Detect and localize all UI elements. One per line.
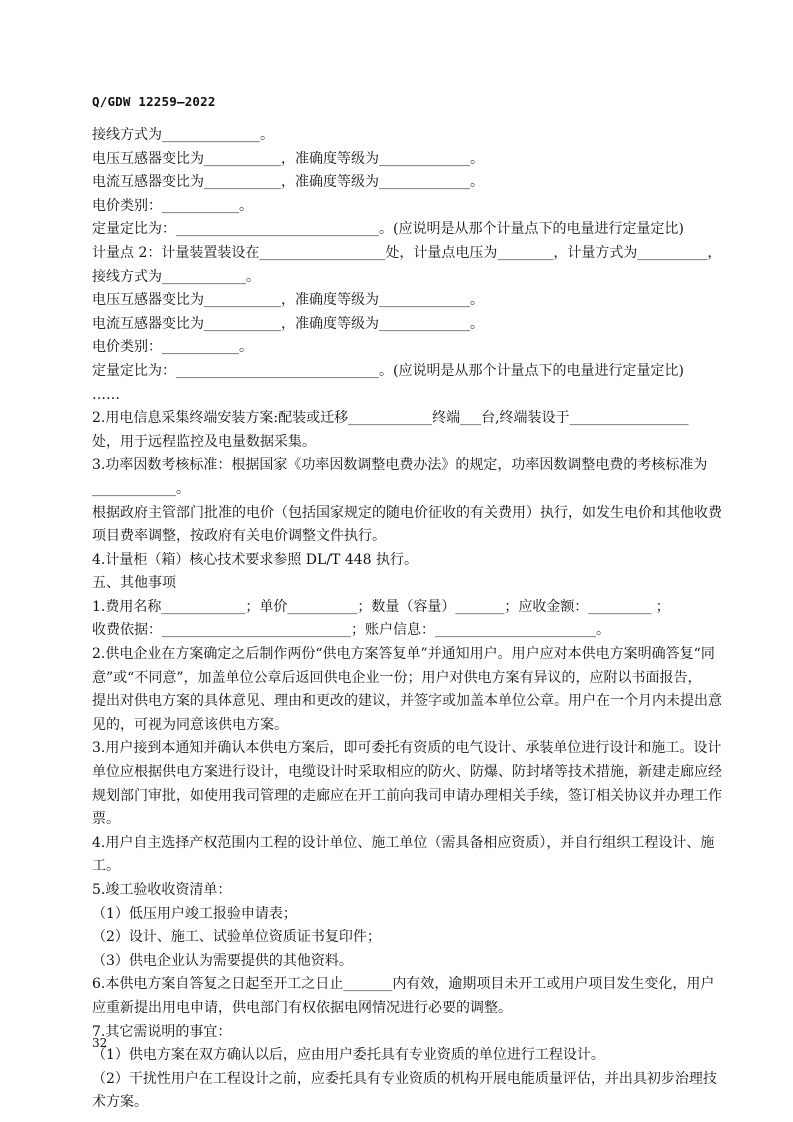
text-line: 收费依据：___________________________；账户信息：_______________________。 — [92, 622, 610, 639]
text-line: 7.其它需说明的事宜： — [92, 1023, 232, 1040]
text-line: 接线方式为______________。 — [92, 127, 274, 143]
text-line: 项目费率调整，按政府有关电价调整文件执行。 — [92, 528, 386, 545]
text-line: 电压互感器变比为___________，准确度等级为_____________。 — [92, 292, 484, 309]
text-line: 处，用于远程监控及电量数据采集。 — [92, 433, 316, 450]
standard-code-header: Q/GDW 12259—2022 — [92, 94, 216, 109]
text-line: 电价类别：___________。 — [92, 339, 253, 356]
text-line: 电流互感器变比为___________，准确度等级为_____________。 — [92, 315, 484, 332]
text-line: 定量定比为：_____________________________。(应说明是从那个计量点下的电量进行定量定比) — [92, 362, 684, 379]
text-line: 规划部门审批，如使用我司管理的走廊应在开工前向我司申请办理相关手续，签订相关协议并办理工作 — [92, 787, 722, 804]
text-line: 2.供电企业在方案确定之后制作两份“供电方案答复单”并通知用户。用户应对本供电方案明确答复“同 — [92, 646, 715, 663]
text-line: 接线方式为____________。 — [92, 268, 260, 285]
text-line: 2.用电信息采集终端安装方案:配装或迁移____________终端___台,终端装设于_________________ — [92, 410, 689, 427]
text-line: 应重新提出用电申请，供电部门有权依据电网情况进行必要的调整。 — [92, 999, 512, 1016]
text-line: …… — [92, 386, 120, 403]
text-line: （1）供电方案在双方确认以后，应由用户委托具有专业资质的单位进行工程设计。 — [92, 1047, 605, 1064]
text-line: 4.用户自主选择产权范围内工程的设计单位、施工单位（需具备相应资质），并自行组织工程设计、施 — [92, 834, 715, 851]
text-line: 4.计量柜（箱）核心技术要求参照 DL/T 448 执行。 — [92, 551, 419, 568]
text-line: 意”或“不同意”，加盖单位公章后返回供电企业一份；用户对供电方案有异议的，应附以书面报告， — [92, 669, 702, 686]
text-line: 根据政府主管部门批准的电价（包括国家规定的随电价征收的有关费用）执行，如发生电价和其他收费 — [92, 504, 722, 521]
text-line: 单位应根据供电方案进行设计，电缆设计时采取相应的防火、防爆、防封堵等技术措施，新建走廊应经 — [92, 764, 722, 781]
text-line: 票。 — [92, 811, 120, 828]
text-line: 电流互感器变比为___________，准确度等级为_____________。 — [92, 174, 484, 191]
text-line: 1.费用名称____________；单价__________；数量（容量）_______；应收金额：_________ ； — [92, 598, 670, 615]
text-line: 见的，可视为同意该供电方案。 — [92, 716, 288, 733]
text-line: 电价类别：___________。 — [92, 197, 253, 214]
text-line: 计量点 2：计量装置装设在__________________处，计量点电压为________，计量方式为__________， — [92, 244, 722, 261]
text-line: 术方案。 — [92, 1094, 148, 1111]
text-line: （3）供电企业认为需要提供的其他资料。 — [92, 952, 353, 969]
text-line: 提出对供电方案的具体意见、理由和更改的建议，并签字或加盖本单位公章。用户在一个月内未提出意 — [92, 693, 722, 710]
text-line: 工。 — [92, 858, 120, 875]
text-line: 6.本供电方案自答复之日起至开工之日止_______内有效，逾期项目未开工或用户项目发生变化，用户 — [92, 976, 715, 993]
text-line: 3.用户接到本通知并确认本供电方案后，即可委托有资质的电气设计、承装单位进行设计和施工。设计 — [92, 740, 722, 757]
text-line: ____________。 — [92, 480, 190, 497]
text-line: （2）干扰性用户在工程设计之前，应委托具有专业资质的机构开展电能质量评估，并出具初步治理技 — [92, 1070, 717, 1087]
text-line: 定量定比为：_____________________________。(应说明是从那个计量点下的电量进行定量定比) — [92, 221, 684, 238]
text-line: 电压互感器变比为___________，准确度等级为_____________。 — [92, 150, 484, 167]
page-number: 32 — [92, 1036, 108, 1050]
text-line: （1）低压用户竣工报验申请表； — [92, 905, 297, 922]
text-line: 五、其他事项 — [92, 575, 176, 592]
document-body — [92, 124, 724, 1115]
text-line: （2）设计、施工、试验单位资质证书复印件； — [92, 929, 381, 946]
text-line: 3.功率因数考核标准：根据国家《功率因数调整电费办法》的规定，功率因数调整电费的考核标准为 — [92, 457, 708, 474]
text-line: 5.竣工验收收资清单： — [92, 882, 232, 898]
